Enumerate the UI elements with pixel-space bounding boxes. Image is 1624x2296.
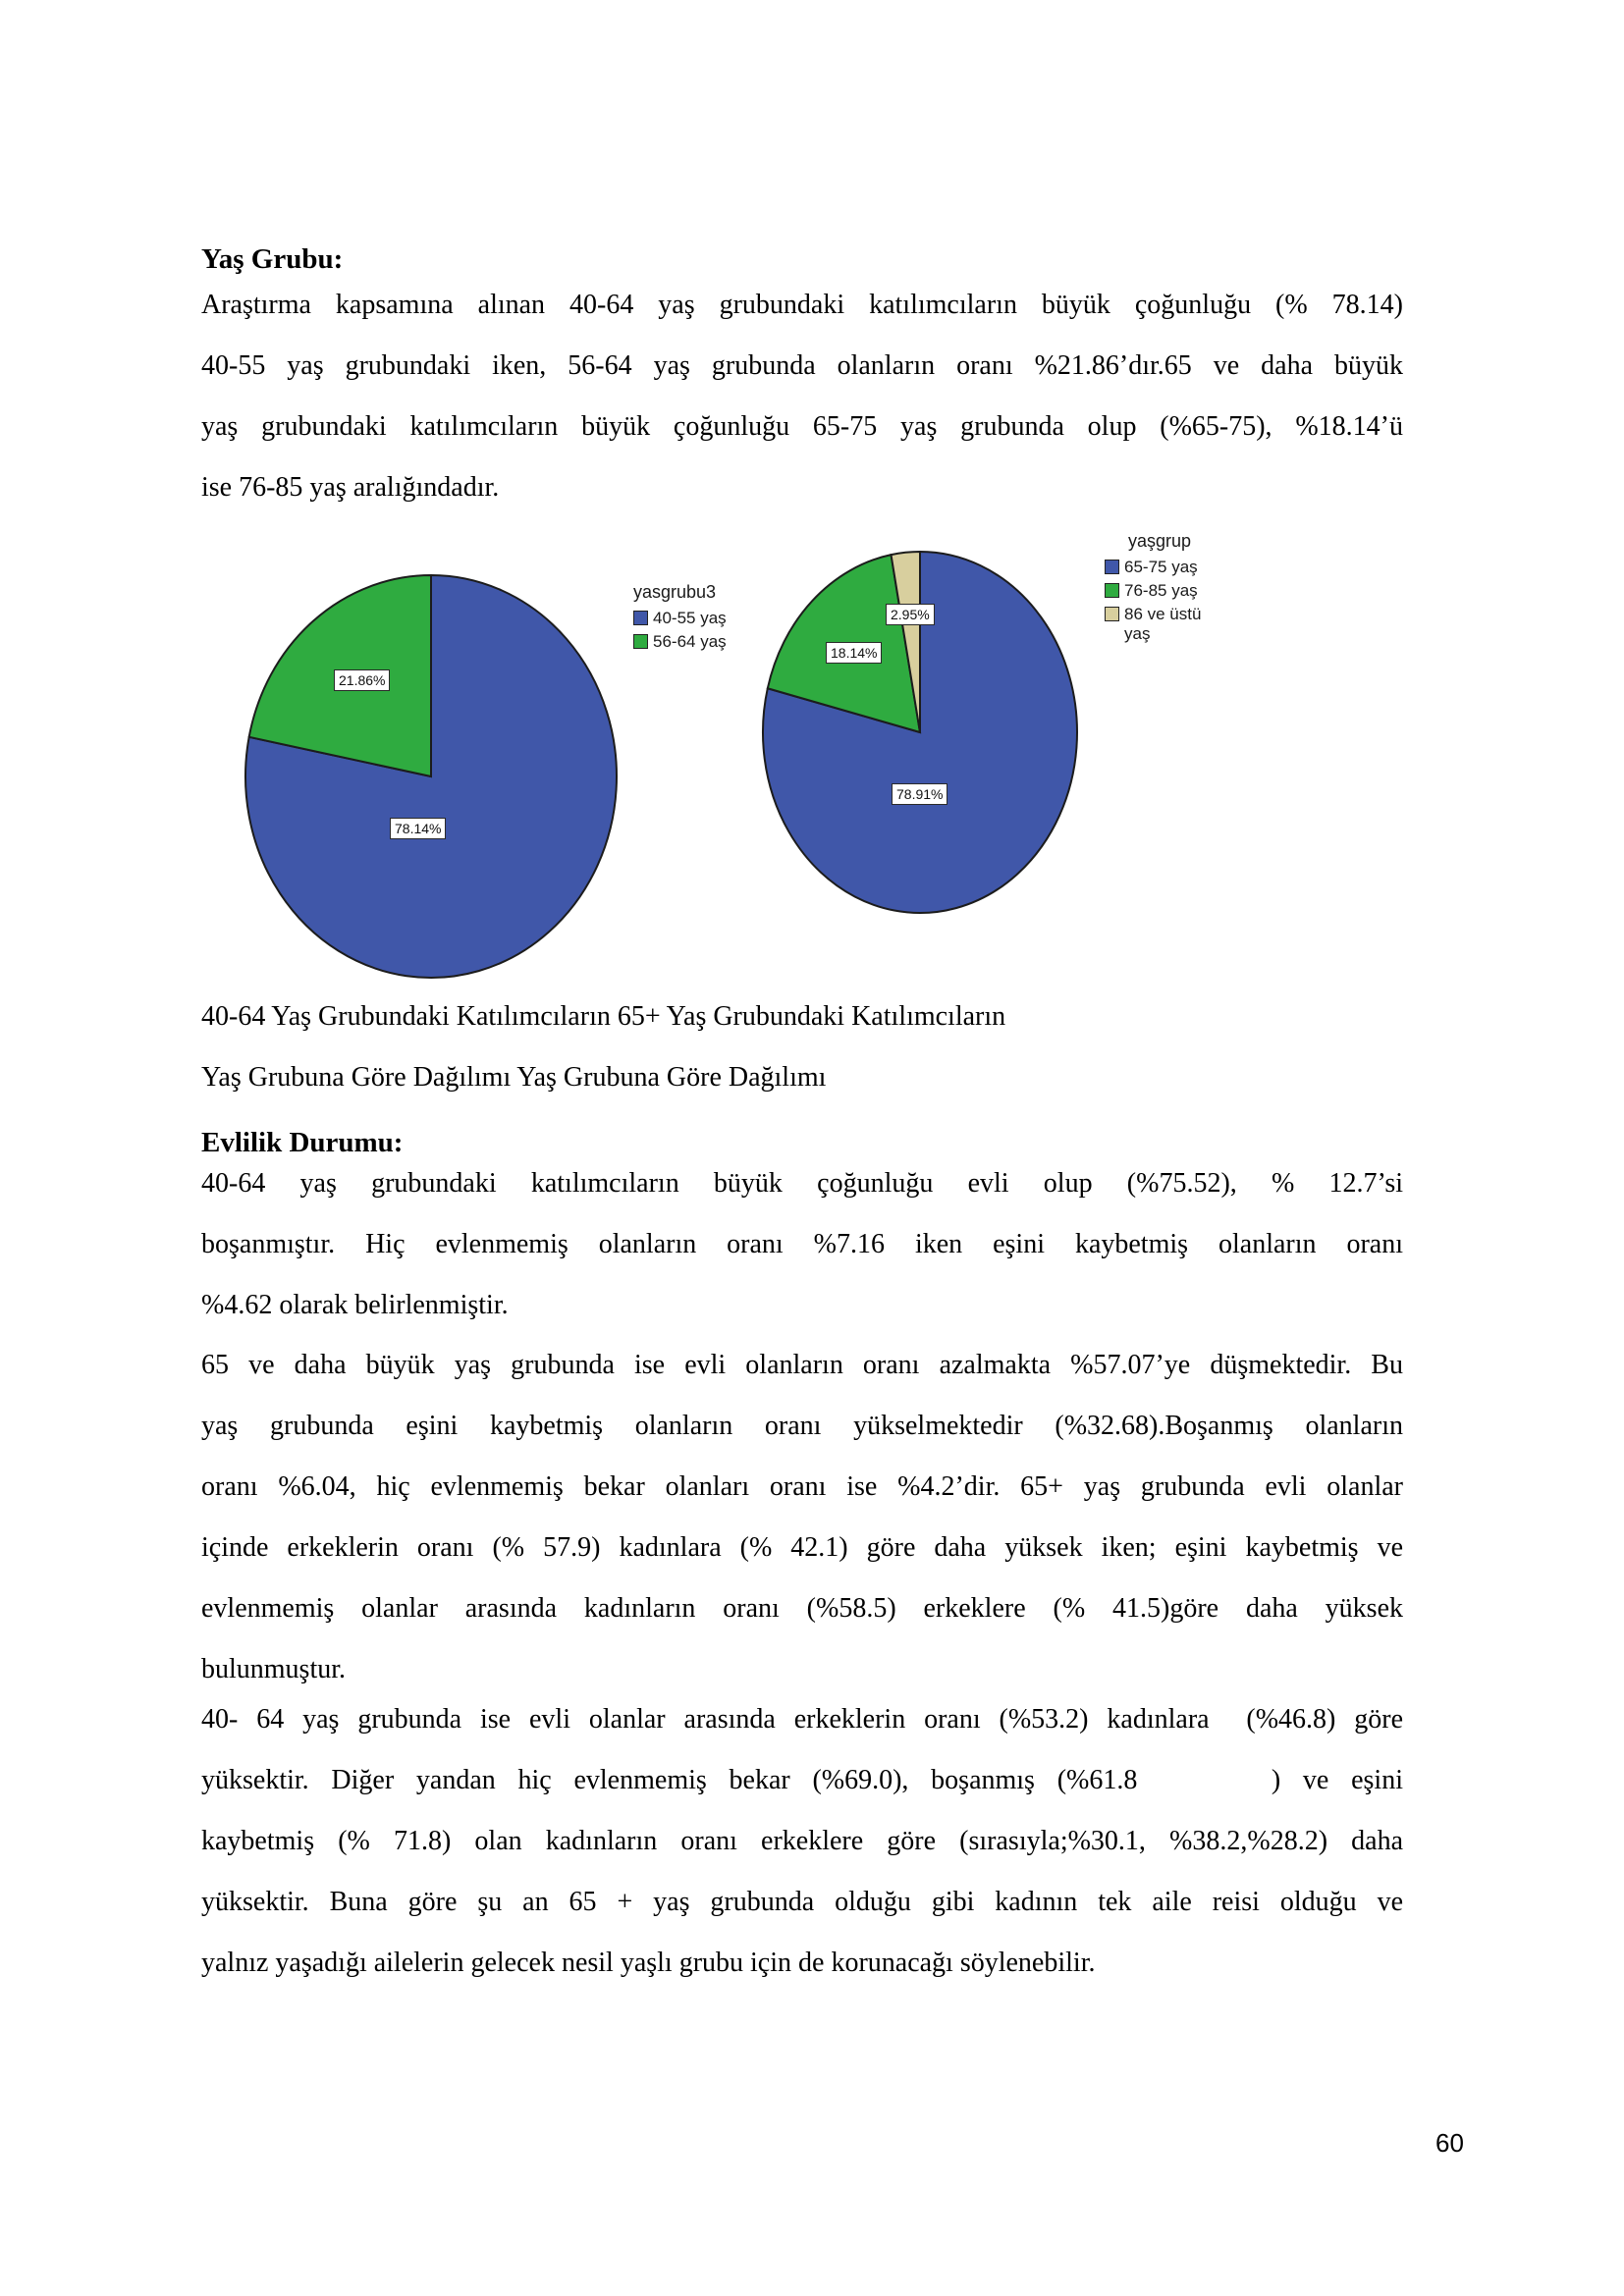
legend-label: 76-85 yaş [1124,581,1198,600]
paragraph-marital-2 [201,1335,1403,1700]
legend-label: 65-75 yaş [1124,558,1198,576]
legend-item [633,609,727,628]
legend-title: yaşgrup [1128,531,1192,551]
pie-value-label: 2.95% [886,604,935,625]
pie-value-label: 18.14% [826,642,882,664]
paragraph-marital-3 [201,1689,1403,1994]
text-line: kaybetmiş (% 71.8) olan kadınların oranı erkeklere göre (sırasıyla;%30.1, %38.2,%28.2) daha [201,1826,1403,1856]
legend-swatch-blue [633,611,648,625]
pie-value-label: 21.86% [334,669,390,691]
section-heading-marital-status: Evlilik Durumu: [201,1127,404,1158]
figure-caption [201,987,1403,1108]
pie-chart-65-plus [758,547,1082,918]
legend-label: 86 ve üstü yaş [1124,605,1202,643]
paragraph-marital-1 [201,1153,1403,1336]
pie-value-label: 78.91% [892,783,947,805]
pie-value-label: 78.14% [390,818,446,839]
legend-item [633,632,727,652]
figure-pie-charts [201,520,1424,991]
legend-swatch-green [633,634,648,649]
legend-swatch-blue [1105,560,1119,574]
text-line: yalnız yaşadığı ailelerin gelecek nesil yaşlı grubu için de korunacağı söylenebilir. [201,1948,1096,1978]
text-line: yaş grubundaki katılımcıların büyük çoğunluğu 65-75 yaş grubunda olup (%65-75), %18.14’ü [201,411,1403,442]
text-line: yaş grubunda eşini kaybetmiş olanların oranı yükselmektedir (%32.68).Boşanmış olanların [201,1411,1403,1441]
figure-caption-line: 40-64 Yaş Grubundaki Katılımcıların 65+ Yaş Grubundaki Katılımcıların [201,1001,1006,1032]
text-line: ise 76-85 yaş aralığındadır. [201,472,500,503]
text-line: oranı %6.04, hiç evlenmemiş bekar olanları oranı ise %4.2’dir. 65+ yaş grubunda evli olanlar [201,1471,1403,1502]
text-line: 40- 64 yaş grubunda ise evli olanlar arasında erkeklerin oranı (%53.2) kadınlara (%46.8) göre [201,1704,1403,1735]
text-line: Araştırma kapsamına alınan 40-64 yaş grubundaki katılımcıların büyük çoğunluğu (% 78.14) [201,290,1403,320]
legend-swatch-tan [1105,607,1119,621]
legend-item [1105,581,1218,601]
text-line: 40-55 yaş grubundaki iken, 56-64 yaş grubunda olanların oranı %21.86’dır.65 ve daha büyük [201,350,1403,381]
text-line: yüksektir. Buna göre şu an 65 + yaş grubunda olduğu gibi kadının tek aile reisi olduğu ve [201,1887,1403,1917]
text-line: 40-64 yaş grubundaki katılımcıların büyük çoğunluğu evli olup (%75.52), % 12.7’si [201,1168,1403,1199]
legend-swatch-green [1105,583,1119,598]
text-line: evlenmemiş olanlar arasında kadınların oranı (%58.5) erkeklere (% 41.5)göre daha yüksek [201,1593,1403,1624]
legend-label: 40-55 yaş [653,609,727,627]
text-line: içinde erkeklerin oranı (% 57.9) kadınlara (% 42.1) göre daha yüksek iken; eşini kaybetmiş ve [201,1532,1403,1563]
legend-item [1105,605,1218,644]
legend-yasgrup [1105,530,1218,648]
text-line: %4.62 olarak belirlenmiştir. [201,1290,509,1320]
text-line: yüksektir. Diğer yandan hiç evlenmemiş bekar (%69.0), boşanmış (%61.8 ) ve eşini [201,1765,1403,1795]
paragraph-age-group [201,275,1403,518]
page-number: 60 [1435,2128,1464,2158]
text-line: bulunmuştur. [201,1654,347,1684]
section-heading-age-group: Yaş Grubu: [201,243,344,275]
text-line: boşanmıştır. Hiç evlenmemiş olanların oranı %7.16 iken eşini kaybetmiş olanların oranı [201,1229,1403,1259]
legend-title: yasgrubu3 [633,582,717,602]
legend-item [1105,558,1218,577]
figure-caption-line: Yaş Grubuna Göre Dağılımı Yaş Grubuna Göre Dağılımı [201,1062,827,1093]
text-line: 65 ve daha büyük yaş grubunda ise evli olanların oranı azalmakta %57.07’ye düşmektedir. Bu [201,1350,1403,1380]
legend-yasgrubu3 [633,581,727,656]
legend-label: 56-64 yaş [653,632,727,651]
pie-chart-40-64 [240,570,623,983]
